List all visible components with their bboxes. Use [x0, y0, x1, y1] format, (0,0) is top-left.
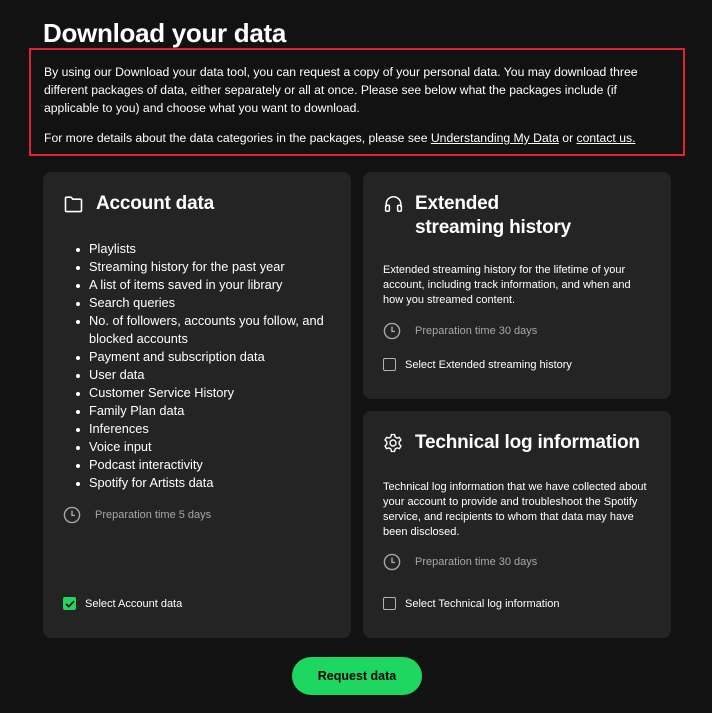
list-item: Podcast interactivity	[74, 456, 344, 474]
clock-icon	[63, 506, 81, 524]
technical-log-card	[363, 411, 671, 638]
extended-prep-time	[383, 322, 537, 340]
intro-details	[44, 129, 671, 147]
list-item: Streaming history for the past year	[74, 258, 344, 276]
list-item: Search queries	[74, 294, 344, 312]
list-item: Payment and subscription data	[74, 348, 344, 366]
extended-history-checkbox[interactable]	[383, 358, 396, 371]
list-item: Spotify for Artists data	[74, 474, 344, 492]
select-technical-log-checkbox[interactable]	[383, 597, 560, 610]
list-item: Customer Service History	[74, 384, 344, 402]
select-account-data-checkbox[interactable]	[63, 597, 182, 610]
or-text: or	[558, 131, 577, 145]
technical-log-description: Technical log information that we have collected about your account to provide and troubleshoot the Spotify service, and recipients to whom that data may have been disclosed.	[383, 481, 647, 538]
folder-icon	[63, 192, 83, 216]
intro-paragraph: By using our Download your data tool, you can request a copy of your personal data. You may download three different packages of data, either separately or all at once. Please see below what the packages include (if applicable to you) and choose what you want to download.	[44, 65, 638, 115]
list-item: User data	[74, 366, 344, 384]
technical-log-header	[383, 431, 640, 455]
extended-history-title-line1: Extended	[415, 193, 499, 214]
list-item: Inferences	[74, 420, 344, 438]
intro-box	[29, 48, 685, 156]
extended-history-title-line2: streaming history	[415, 217, 572, 238]
select-extended-history-checkbox[interactable]	[383, 358, 572, 371]
list-item: A list of items saved in your library	[74, 276, 344, 294]
extended-history-header	[383, 192, 571, 240]
technical-prep-time	[383, 553, 537, 571]
intro-details-text: For more details about the data categories in the packages, please see	[44, 131, 431, 145]
headphones-icon	[383, 192, 403, 216]
extended-prep-time-text: Preparation time 30 days	[415, 325, 538, 337]
account-prep-time-text: Preparation time 5 days	[95, 509, 212, 521]
request-data-button[interactable]: Request data	[292, 657, 422, 695]
gear-icon	[383, 431, 403, 455]
account-data-card	[43, 172, 351, 638]
account-data-header	[63, 192, 214, 216]
account-data-list	[74, 240, 344, 492]
extended-history-description: Extended streaming history for the lifetime of your account, including track information, and when and how you streamed content.	[383, 264, 631, 306]
select-extended-history-label: Select Extended streaming history	[405, 358, 572, 371]
clock-icon	[383, 553, 401, 571]
list-item: No. of followers, accounts you follow, and blocked accounts	[74, 312, 344, 348]
extended-history-card	[363, 172, 671, 399]
list-item: Voice input	[74, 438, 344, 456]
select-account-data-label: Select Account data	[85, 597, 183, 610]
account-prep-time	[63, 506, 211, 524]
technical-log-title: Technical log information	[415, 432, 640, 453]
list-item: Playlists	[74, 240, 344, 258]
page-title: Download your data	[43, 18, 287, 48]
select-technical-log-label: Select Technical log information	[405, 597, 560, 610]
account-data-checkbox[interactable]	[63, 597, 76, 610]
contact-us-link[interactable]: contact us.	[576, 131, 636, 145]
list-item: Family Plan data	[74, 402, 344, 420]
extended-history-title	[415, 192, 571, 240]
technical-log-checkbox[interactable]	[383, 597, 396, 610]
clock-icon	[383, 322, 401, 340]
technical-prep-time-text: Preparation time 30 days	[415, 556, 538, 568]
account-data-title: Account data	[96, 193, 214, 214]
understanding-my-data-link[interactable]: Understanding My Data	[430, 131, 559, 145]
